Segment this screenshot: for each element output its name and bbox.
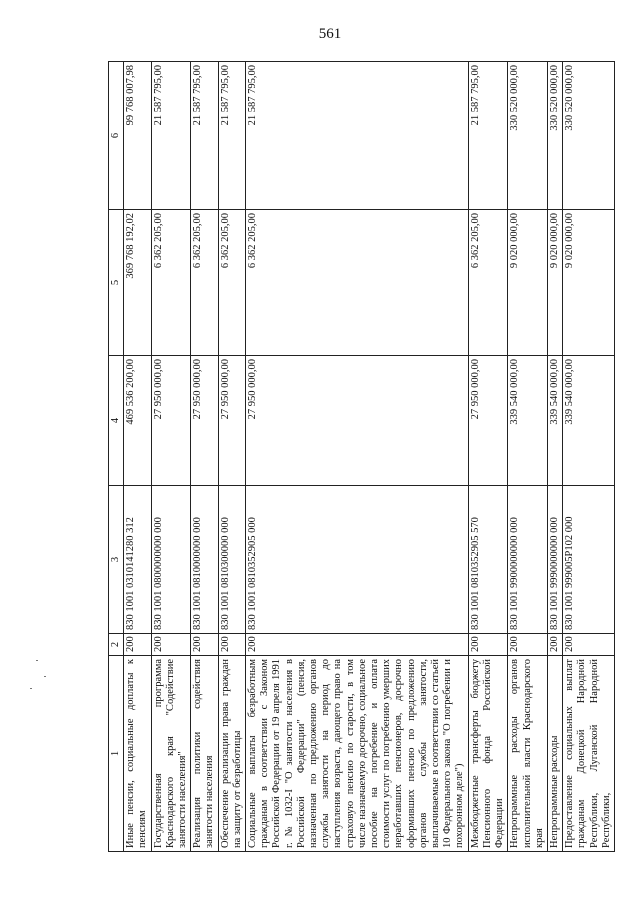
row-name: Предоставление социальных выплат гражданам Донецкой Народной Республики, Луганской Народной Республики, — [563, 656, 615, 852]
row-code: 200 — [124, 634, 151, 656]
row-amount-approved: 469 536 200,00 — [124, 356, 151, 486]
scan-speck — [36, 660, 38, 661]
scan-speck — [30, 688, 32, 689]
row-kbk: 830 1001 0310141280 312 — [124, 486, 151, 634]
row-code: 200 — [547, 634, 562, 656]
row-amount-remaining: 99 768 007,98 — [124, 62, 151, 210]
column-header: 1 — [109, 656, 124, 852]
row-amount-remaining: 21 587 795,00 — [151, 62, 191, 210]
row-code: 200 — [508, 634, 548, 656]
row-amount-executed: 6 362 205,00 — [468, 210, 508, 356]
row-amount-approved: 339 540 000,00 — [547, 356, 562, 486]
row-amount-executed: 6 362 205,00 — [191, 210, 218, 356]
row-amount-executed: 9 020 000,00 — [547, 210, 562, 356]
table-row — [151, 62, 191, 852]
row-name: Межбюджетные трансферты бюджету Пенсионного фонда Российской Федерации — [468, 656, 508, 852]
table-row — [508, 62, 548, 852]
row-amount-approved: 27 950 000,00 — [151, 356, 191, 486]
row-amount-executed: 9 020 000,00 — [508, 210, 548, 356]
scan-speck — [44, 676, 46, 677]
table-row — [468, 62, 508, 852]
row-amount-approved: 27 950 000,00 — [246, 356, 469, 486]
column-header: 5 — [109, 210, 124, 356]
row-name: Иные пенсии, социальные доплаты к пенсиям — [124, 656, 151, 852]
row-amount-approved: 27 950 000,00 — [218, 356, 245, 486]
row-amount-remaining: 21 587 795,00 — [191, 62, 218, 210]
row-amount-remaining: 21 587 795,00 — [218, 62, 245, 210]
row-amount-remaining: 330 520 000,00 — [563, 62, 615, 210]
row-code: 200 — [468, 634, 508, 656]
row-amount-approved: 27 950 000,00 — [468, 356, 508, 486]
row-amount-approved: 339 540 000,00 — [563, 356, 615, 486]
row-kbk: 830 1001 0810352905 570 — [468, 486, 508, 634]
row-name: Государственная программа Краснодарского края "Содействие занятости населения" — [151, 656, 191, 852]
row-code: 200 — [151, 634, 191, 656]
row-amount-executed: 369 768 192,02 — [124, 210, 151, 356]
rotated-table-container — [108, 62, 612, 852]
row-kbk: 830 1001 0800000000 000 — [151, 486, 191, 634]
row-amount-remaining: 330 520 000,00 — [547, 62, 562, 210]
table-row — [191, 62, 218, 852]
row-kbk: 830 1001 0810300000 000 — [218, 486, 245, 634]
table-row — [563, 62, 615, 852]
row-code: 200 — [563, 634, 615, 656]
row-code: 200 — [191, 634, 218, 656]
row-amount-remaining: 21 587 795,00 — [468, 62, 508, 210]
row-name: Непрограммные расходы органов исполнительной власти Краснодарского края — [508, 656, 548, 852]
row-kbk: 830 1001 9900000000 000 — [508, 486, 548, 634]
row-kbk: 830 1001 0810352905 000 — [246, 486, 469, 634]
row-code: 200 — [218, 634, 245, 656]
row-amount-approved: 27 950 000,00 — [191, 356, 218, 486]
row-name: Социальные выплаты безработным гражданам в соответствии с Законом Российской Федерации от 19 апреля 1991 г. № 1032-I "О занятости населения в Российской Федерации" (пенсия, назначенная по предложению органов службы занятости на период до наступления возраста, дающего право на страховую пенсию по старости, в том числе назначаемую досрочно, социальное пособие на погребение и оплата стоимости услуг по погребению умерших неработавших пенсионеров, досрочно оформивших пенсию по предложению органов службы занятости, выплачиваемые в соответствии со статьей 10 Федерального закона "О погребении и похоронном деле") — [246, 656, 469, 852]
table-row — [246, 62, 469, 852]
row-amount-remaining: 21 587 795,00 — [246, 62, 469, 210]
budget-table — [108, 61, 615, 852]
row-name: Непрограммные расходы — [547, 656, 562, 852]
table-row — [547, 62, 562, 852]
row-kbk: 830 1001 9990000000 000 — [547, 486, 562, 634]
row-amount-approved: 339 540 000,00 — [508, 356, 548, 486]
column-header: 4 — [109, 356, 124, 486]
row-amount-executed: 6 362 205,00 — [218, 210, 245, 356]
table-row — [124, 62, 151, 852]
column-header: 2 — [109, 634, 124, 656]
page-number: 561 — [318, 26, 342, 42]
row-amount-remaining: 330 520 000,00 — [508, 62, 548, 210]
column-number-row — [109, 62, 124, 852]
table-row — [218, 62, 245, 852]
row-amount-executed: 9 020 000,00 — [563, 210, 615, 356]
row-amount-executed: 6 362 205,00 — [151, 210, 191, 356]
row-amount-executed: 6 362 205,00 — [246, 210, 469, 356]
row-name: Реализация политики содействия занятости населения — [191, 656, 218, 852]
row-kbk: 830 1001 0810000000 000 — [191, 486, 218, 634]
column-header: 6 — [109, 62, 124, 210]
column-header: 3 — [109, 486, 124, 634]
row-kbk: 830 1001 999005P102 000 — [563, 486, 615, 634]
row-code: 200 — [246, 634, 469, 656]
row-name: Обеспечение реализации права граждан на защиту от безработицы — [218, 656, 245, 852]
